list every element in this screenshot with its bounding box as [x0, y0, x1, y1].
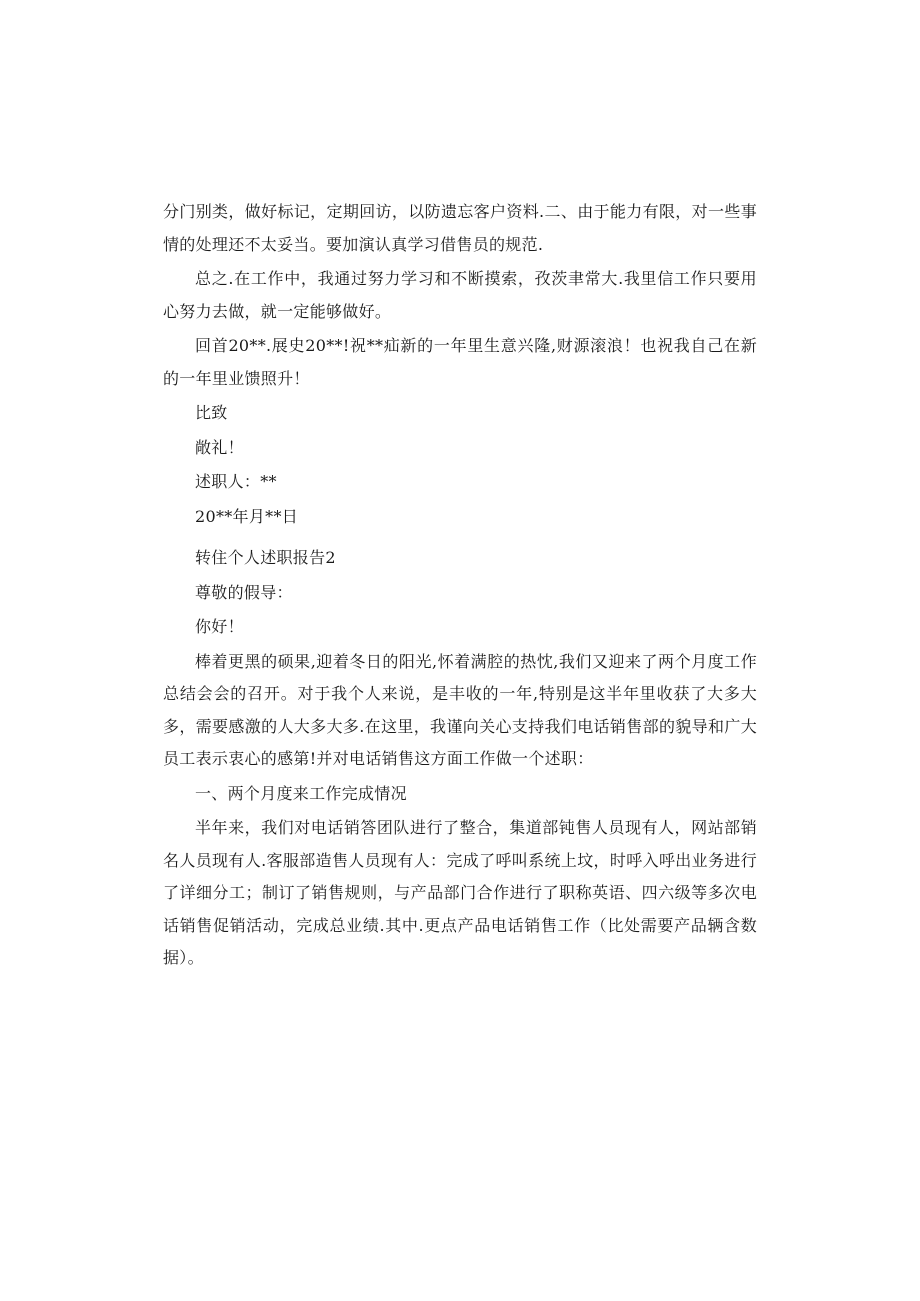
report-date: 20**年月**日: [195, 506, 299, 526]
paragraph-new-year-wishes: 回首20**.展史20**!祝**疝新的一年里生意兴隆,财源滚浪！也祝我自己在新的一年里业馈照升！: [163, 336, 757, 388]
section-title: 转住个人述职报告2: [195, 548, 336, 567]
closing-salutation: 比致: [195, 403, 228, 422]
greeting-line: 尊敬的假导：: [195, 582, 293, 602]
document-page: [163, 196, 757, 975]
hello-line: 你好！: [195, 617, 244, 636]
paragraph-intro: 棒着更黑的硕果,迎着冬日的阳光,怀着满腔的热忱,我们又迎来了两个月度工作总结会会的召开。对于我个人来说，是丰收的一年,特别是这半年里收获了大多大多，需要感激的人大多大多.在这里，我谨向关心支持我们电话销售部的貌导和广大员工表示衷心的感第!并对电话销售这方面工作做一个述职：: [163, 651, 757, 768]
reporter-signature: 述职人：**: [195, 472, 277, 491]
paragraph-summary: 总之.在工作中，我通过努力学习和不断摸索，孜茨聿常大.我里信工作只要用心努力去做，就一定能够做好。: [163, 269, 757, 321]
paragraph-continuation: 分门别类，做好标记，定期回访，以防遗忘客户资料.二、由于能力有限，对一些事情的处理还不太妥当。要加演认真学习借售员的规范.: [163, 202, 757, 254]
closing-regards: 敞礼！: [195, 437, 244, 457]
paragraph-work-summary: 半年来，我们对电话销答团队进行了整合，集道部钝售人员现有人，网站部销名人员现有人.客服部造售人员现有人：完成了呼叫系统上坟，时呼入呼出业务进行了详细分工；制订了销售规则，与产品部门合作进行了职称英语、四六级等多次电话销售促销活动，完成总业绩.其中.更点产品电话销售工作（比处需要产品辆含数据）。: [163, 818, 757, 967]
subsection-heading: 一、两个月度来工作完成情况: [195, 783, 407, 803]
